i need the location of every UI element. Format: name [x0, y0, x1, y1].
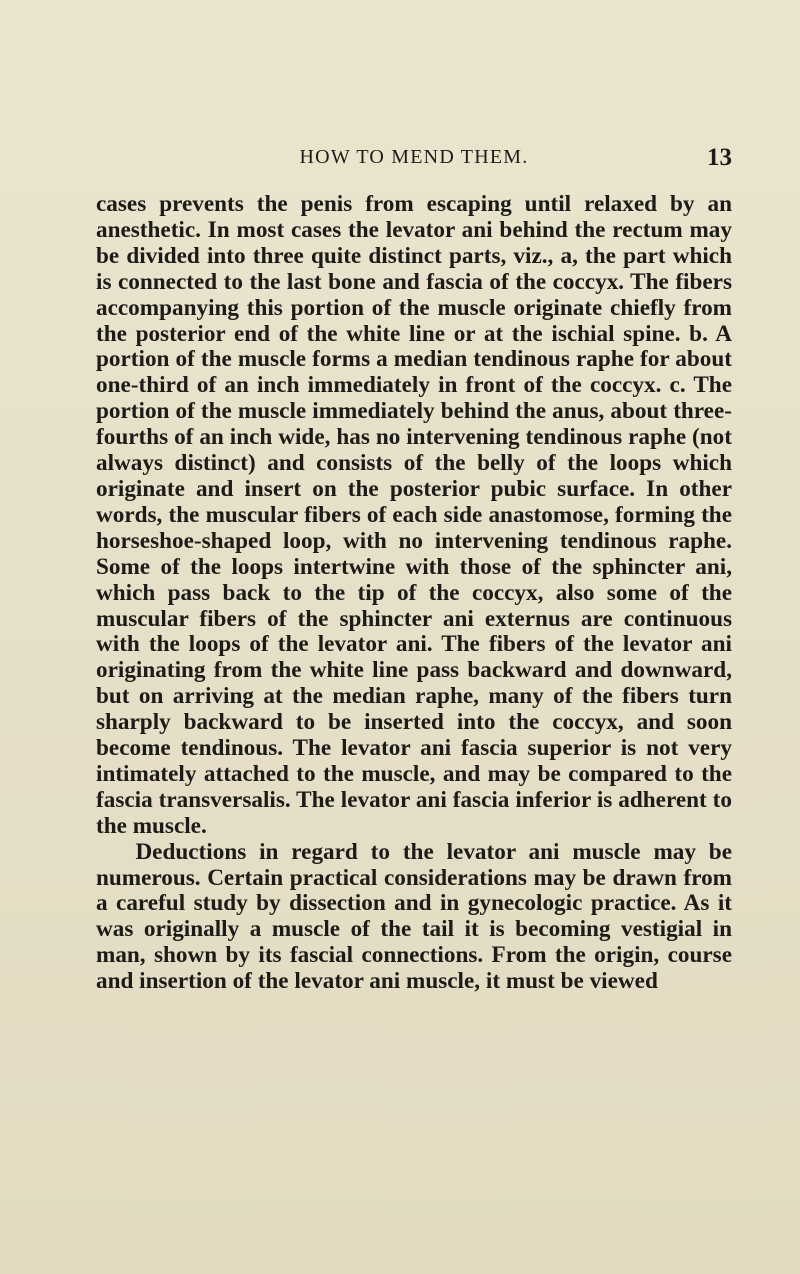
paragraph-text: cases prevents the penis from escaping until relaxed by an anesthetic. In most cases the levator ani behind the rectum may be divided into three quite distinct parts, viz., a, the part which is connected to the last bone and fascia of the coccyx. The fibers accompanying this portion of the muscle originate chiefly from the posterior end of the white line or at the ischial spine. b. A portion of the muscle forms a median tendinous raphe for about one-third of an inch immediately in front of the coccyx. c. The portion of the muscle immediately behind the anus, about three-fourths of an inch wide, has no intervening tendinous raphe (not always distinct) and consists of the belly of the loops which originate and insert on the posterior pubic surface. In other words, the muscular fibers of each side anastomose, forming the horseshoe-shaped loop, with no intervening tendinous raphe. Some of the loops intertwine with those of the sphincter ani, which pass back to the tip of the coccyx, also some of the muscular fibers of the sphincter ani externus are continuous with the loops of the levator ani. The fibers of the levator ani originating from the white line pass backward and downward, but on arriving at the median raphe, many of the fibers turn sharply backward to be inserted into the coccyx, and soon become tendinous. The levator ani fascia superior is not very intimately attached to the muscle, and may be compared to the fascia transversalis. The levator ani fascia inferior is adherent to the muscle.	[96, 191, 732, 839]
paragraph-continued	[96, 192, 732, 840]
paragraph-text: Deductions in regard to the levator ani muscle may be numerous. Certain practical considerations may be drawn from a careful study by dissection and in gynecologic practice. As it was originally a muscle of the tail it is becoming vestigial in man, shown by its fascial connections. From the origin, course and insertion of the levator ani muscle, it must be viewed	[96, 838, 732, 995]
paragraph	[96, 840, 732, 995]
page-header	[96, 144, 732, 180]
body-text	[96, 192, 732, 995]
running-title: HOW TO MEND THEM.	[299, 146, 529, 168]
page-number: 13	[707, 144, 732, 171]
